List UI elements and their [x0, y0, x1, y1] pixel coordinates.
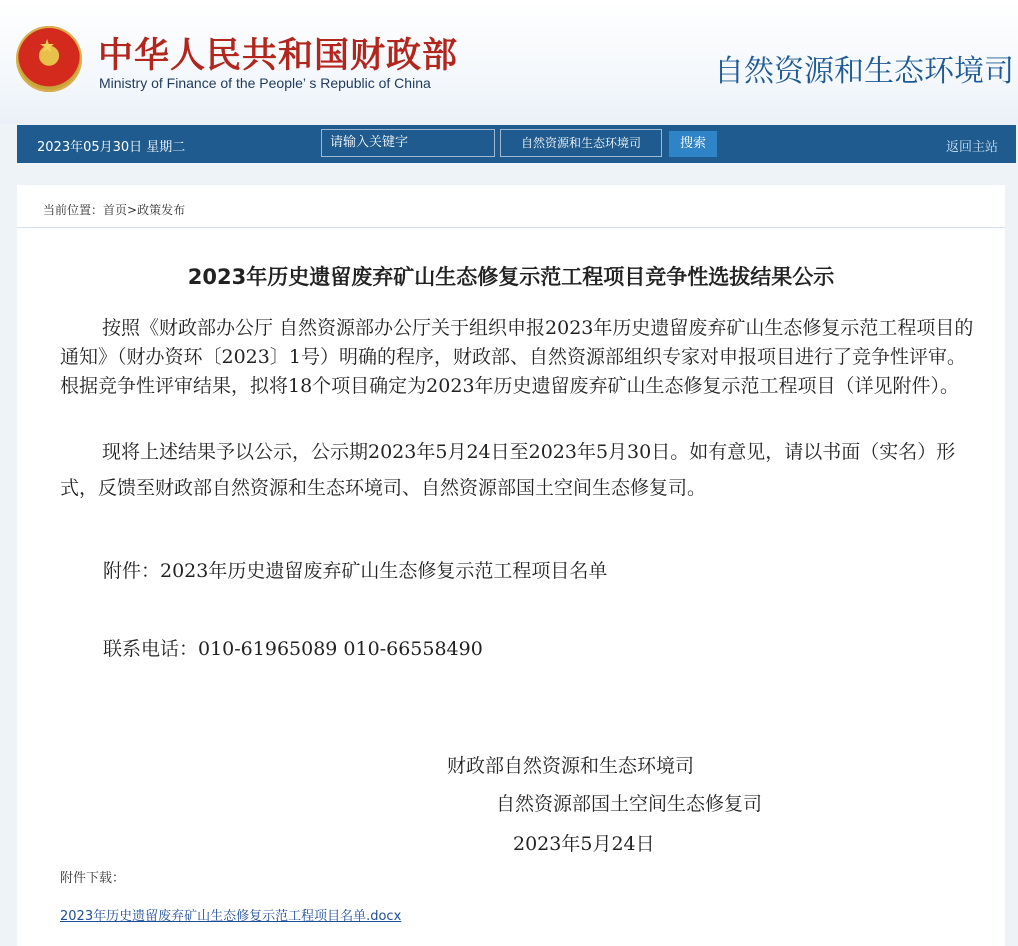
content-panel — [17, 185, 1005, 946]
search-input[interactable]: 请输入关键字 — [321, 129, 495, 157]
breadcrumb — [43, 201, 185, 218]
article-paragraph: 现将上述结果予以公示，公示期2023年5月24日至2023年5月30日。如有意见，请以书面（实名）形式，反馈至财政部自然资源和生态环境司、自然资源部国土空间生态修复司。 — [60, 441, 956, 499]
signature-finance: 财政部自然资源和生态环境司 — [447, 755, 695, 777]
top-navbar — [17, 125, 1016, 163]
article-paragraph: 按照《财政部办公厅 自然资源部办公厅关于组织申报2023年历史遗留废弃矿山生态修复示范工程项目的通知》（财办资环〔2023〕1号）明确的程序，财政部、自然资源部组织专家对申报项目进行了竞争性评审。根据竞争性评审结果，拟将18个项目确定为2023年历史遗留废弃矿山生态修复示范工程项目（详见附件）。 — [60, 317, 974, 397]
site-title: 中华人民共和国财政部 — [98, 36, 459, 76]
signature-natural-resources: 自然资源部国土空间生态修复司 — [496, 793, 763, 815]
return-home-link[interactable]: 返回主站 — [945, 140, 998, 155]
current-date: 2023年05月30日 星期二 — [37, 140, 186, 155]
download-label: 附件下载： — [60, 871, 126, 886]
national-emblem-icon: ★ — [16, 26, 82, 92]
breadcrumb-separator: > — [127, 203, 138, 217]
contact-phone: 联系电话：010-61965089 010-66558490 — [103, 638, 483, 660]
attachment-download-link[interactable]: 2023年历史遗留废弃矿山生态修复示范工程项目名单.docx — [60, 909, 402, 924]
signature-date: 2023年5月24日 — [513, 833, 655, 855]
site-subtitle: Ministry of Finance of the People’ s Republic of China — [99, 75, 431, 91]
breadcrumb-home[interactable]: 首页 — [103, 203, 128, 217]
article-title: 2023年历史遗留废弃矿山生态修复示范工程项目竞争性选拔结果公示 — [187, 265, 835, 289]
breadcrumb-prefix: 当前位置： — [43, 203, 104, 217]
divider — [17, 227, 1005, 228]
breadcrumb-current[interactable]: 政策发布 — [137, 203, 186, 217]
site-header — [0, 0, 1018, 124]
search-scope-select[interactable]: 自然资源和生态环境司 — [500, 129, 662, 157]
search-button[interactable]: 搜索 — [669, 131, 717, 157]
department-title: 自然资源和生态环境司 — [714, 54, 1014, 89]
attachment-note: 附件：2023年历史遗留废弃矿山生态修复示范工程项目名单 — [103, 560, 608, 582]
